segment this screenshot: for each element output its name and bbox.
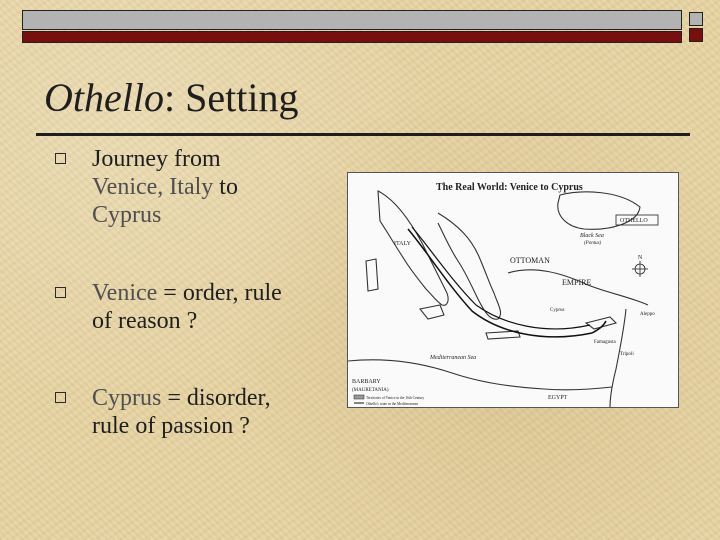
place-name-venice-italy: Venice, Italy <box>92 174 214 200</box>
hollow-square-bullet-icon <box>55 153 66 164</box>
map-image-venice-to-cyprus <box>347 172 679 408</box>
bullet-item-cyprus <box>92 384 332 440</box>
bullet-item-venice <box>92 279 332 335</box>
africa-coast <box>348 360 612 390</box>
map-label-egypt: EGYPT <box>548 395 568 401</box>
map-label-mauretania: (MAURETANIA) <box>352 388 389 393</box>
map-legend <box>354 395 424 406</box>
bullet-text-part: = disorder, <box>161 385 271 411</box>
legend-label-territories: Territories of Venice in the 16th Century <box>366 396 425 400</box>
anatolia-coast <box>508 270 648 305</box>
map-label-aleppo: Aleppo <box>640 312 655 317</box>
compass-north-label: N <box>637 255 643 261</box>
map-label-black-sea: Black Sea <box>580 233 604 239</box>
map-label-tripoli: Tripoli <box>620 352 634 357</box>
map-label-empire: EMPIRE <box>562 278 592 287</box>
map-label-cyprus: Cyprus <box>550 308 565 313</box>
legend-swatch-territories <box>354 395 364 399</box>
bullet-text-part: = order, rule <box>157 280 282 306</box>
map-title: The Real World: Venice to Cyprus <box>436 182 583 193</box>
place-name-venice: Venice <box>92 280 158 306</box>
bullet-text-part: rule of passion ? <box>92 413 250 439</box>
map-label-famagusta: Famagusta <box>594 340 616 345</box>
map-label-mediterranean: Mediterranean Sea <box>430 355 477 361</box>
coastlines <box>348 191 648 407</box>
compass-rose-icon <box>632 261 648 277</box>
italy-coast <box>378 191 448 305</box>
place-name-cyprus: Cyprus <box>92 385 162 411</box>
bullet-text-part: Journey from <box>92 146 221 172</box>
map-drawing <box>348 173 678 407</box>
bullet-item-journey <box>92 145 332 229</box>
slide-title-rest: : Setting <box>163 75 299 120</box>
hollow-square-bullet-icon <box>55 287 66 298</box>
bullet-text-part: of reason ? <box>92 308 198 334</box>
bullet-text-part: to <box>213 174 238 200</box>
hollow-square-bullet-icon <box>55 392 66 403</box>
map-label-othello: OTHELLO <box>620 218 648 224</box>
map-label-barbary: BARBARY <box>352 379 381 385</box>
slide-title-italic: Othello <box>44 75 164 120</box>
place-name-cyprus: Cyprus <box>92 202 162 228</box>
sardinia-coast <box>366 259 378 291</box>
sicily-coast <box>420 305 444 319</box>
map-label-italy: ITALY <box>394 241 411 247</box>
map-label-pontus: (Pontus) <box>584 241 602 246</box>
legend-label-route: Othello's route in the Mediterranean <box>366 402 418 406</box>
map-label-ottoman: OTTOMAN <box>510 256 550 265</box>
